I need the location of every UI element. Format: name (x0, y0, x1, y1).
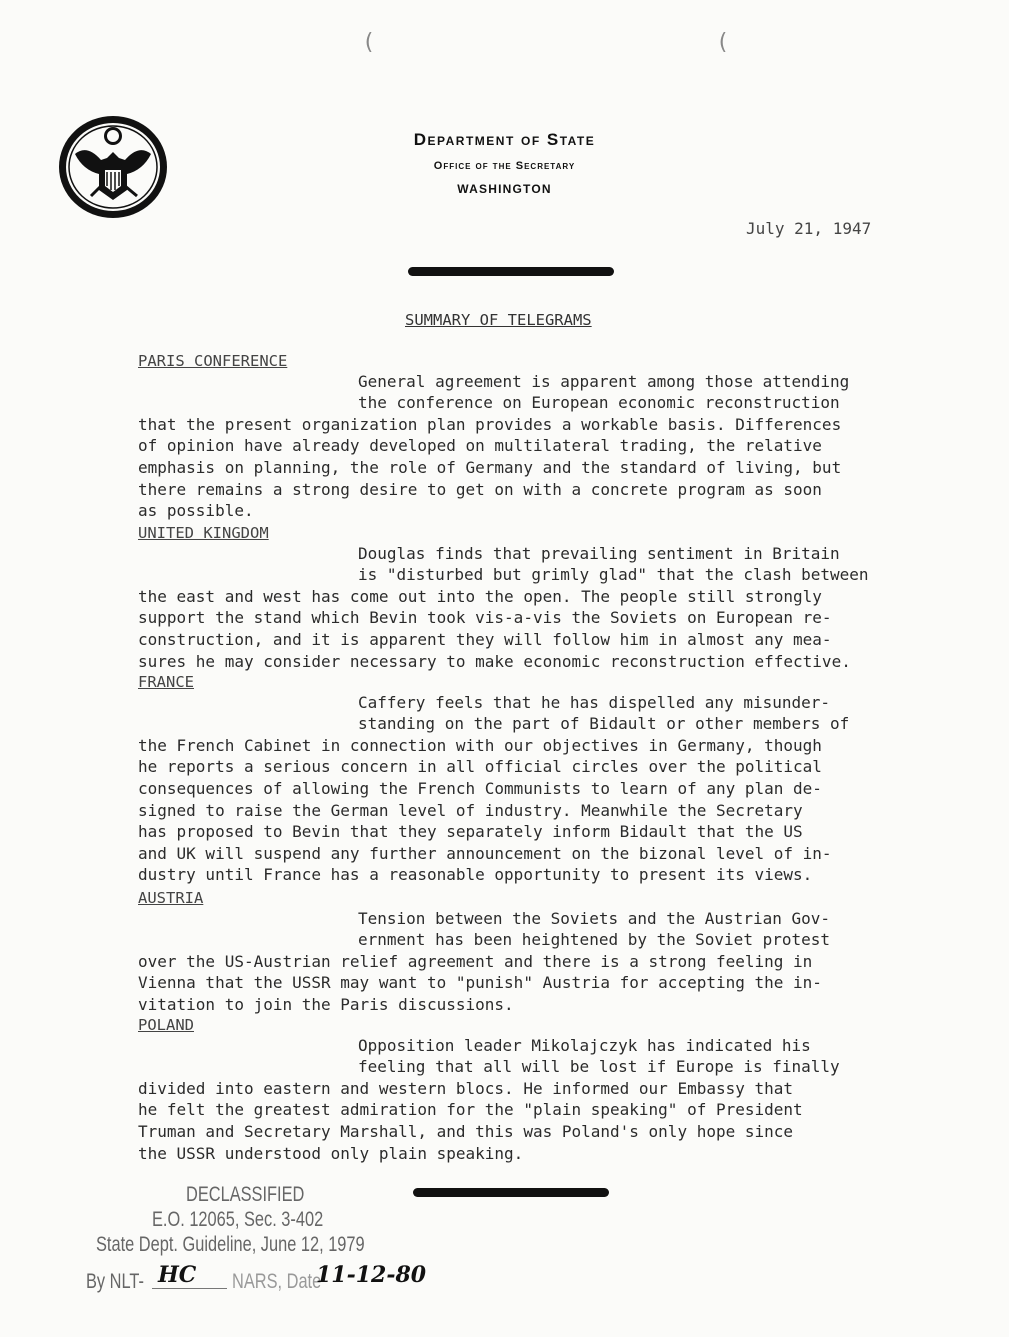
section-heading-paris: PARIS CONFERENCE (138, 352, 288, 370)
text-line: is "disturbed but grimly glad" that the clash between (358, 565, 869, 585)
text-line: the conference on European economic reconstruction (358, 393, 840, 413)
signature-underline (152, 1288, 227, 1289)
text-line: the USSR understood only plain speaking. (138, 1143, 524, 1163)
reviewer-initials: HC (158, 1262, 197, 1288)
section-body-uk (138, 521, 869, 694)
text-line: ernment has been heightened by the Soviet protest (358, 930, 831, 950)
text-line: vitation to join the Paris discussions. (138, 994, 514, 1014)
text-line: Caffery feels that he has dispelled any misunder- (358, 692, 831, 712)
declassified-stamp-by (86, 1270, 144, 1294)
text-line: over the US-Austrian relief agreement and there is a strong feeling in (138, 951, 813, 971)
text-line: General agreement is apparent among those attending (358, 371, 850, 391)
text-line: the east and west has come out into the open. The people still strongly (138, 586, 822, 606)
text-line: as possible. (138, 501, 254, 521)
section-heading-uk: UNITED KINGDOM (138, 524, 269, 542)
text-line: the French Cabinet in connection with our objectives in Germany, though (138, 735, 822, 755)
text-line: of opinion have already developed on multilateral trading, the relative (138, 436, 822, 456)
text-line: Vienna that the USSR may want to "punish" Austria for accepting the in- (138, 973, 822, 993)
text-line: and UK will suspend any further announcement on the bizonal level of in- (138, 843, 832, 863)
text-line: Douglas finds that prevailing sentiment in Britain (358, 543, 840, 563)
memo-date: July 21, 1947 (746, 219, 872, 238)
city-heading: WASHINGTON (457, 182, 552, 196)
office-heading: Office of the Secretary (433, 160, 576, 172)
text-line: Truman and Secretary Marshall, and this was Poland's only hope since (138, 1121, 794, 1141)
review-date: 11-12-80 (316, 1262, 427, 1288)
text-line: has proposed to Bevin that they separately inform Bidault that the US (138, 822, 803, 842)
text-line: Tension between the Soviets and the Austrian Gov- (358, 908, 831, 928)
declassified-stamp-guideline: State Dept. Guideline, June 12, 1979 (96, 1233, 365, 1256)
punch-mark-right: ( (716, 30, 730, 55)
text-line: construction, and it is apparent they will follow him in almost any mea- (138, 629, 832, 649)
text-line: he felt the greatest admiration for the "plain speaking" of President (138, 1100, 803, 1120)
text-line: that the present organization plan provides a workable basis. Differences (138, 414, 842, 434)
text-line: feeling that all will be lost if Europe is finally (358, 1057, 840, 1077)
text-line: dustry until France has a reasonable opportunity to present its views. (138, 865, 813, 885)
section-heading-france: FRANCE (138, 673, 194, 691)
text-line: divided into eastern and western blocs. He informed our Embassy that (138, 1078, 794, 1098)
section-body-france (138, 670, 849, 908)
section-body-paris (138, 349, 849, 543)
by-label: By NLT- (86, 1270, 144, 1293)
redaction-bar-bottom (413, 1188, 609, 1197)
memo-title: SUMMARY OF TELEGRAMS (405, 311, 592, 329)
text-line: he reports a serious concern in all official circles over the political (138, 757, 822, 777)
nars-date-label: NARS, Date (232, 1270, 322, 1293)
declassified-stamp-title: DECLASSIFIED (186, 1183, 305, 1206)
section-heading-austria: AUSTRIA (138, 889, 204, 907)
section-body-poland (138, 1013, 840, 1186)
section-heading-poland: POLAND (138, 1016, 194, 1034)
text-line: emphasis on planning, the role of Germany and the standard of living, but (138, 457, 842, 477)
declassified-stamp-eo: E.O. 12065, Sec. 3-402 (152, 1208, 324, 1231)
text-line: sures he may consider necessary to make economic reconstruction effective. (138, 651, 851, 671)
redaction-bar-top (408, 267, 614, 276)
text-line: there remains a strong desire to get on with a concrete program as soon (138, 479, 822, 499)
text-line: Opposition leader Mikolajczyk has indicated his (358, 1035, 811, 1055)
department-heading: Department of State (413, 130, 596, 149)
text-line: standing on the part of Bidault or other members of (358, 714, 850, 734)
text-line: consequences of allowing the French Communists to learn of any plan de- (138, 778, 822, 798)
punch-mark-left: ( (362, 30, 376, 55)
text-line: signed to raise the German level of industry. Meanwhile the Secretary (138, 800, 803, 820)
text-line: support the stand which Bevin took vis-a-vis the Soviets on European re- (138, 608, 832, 628)
